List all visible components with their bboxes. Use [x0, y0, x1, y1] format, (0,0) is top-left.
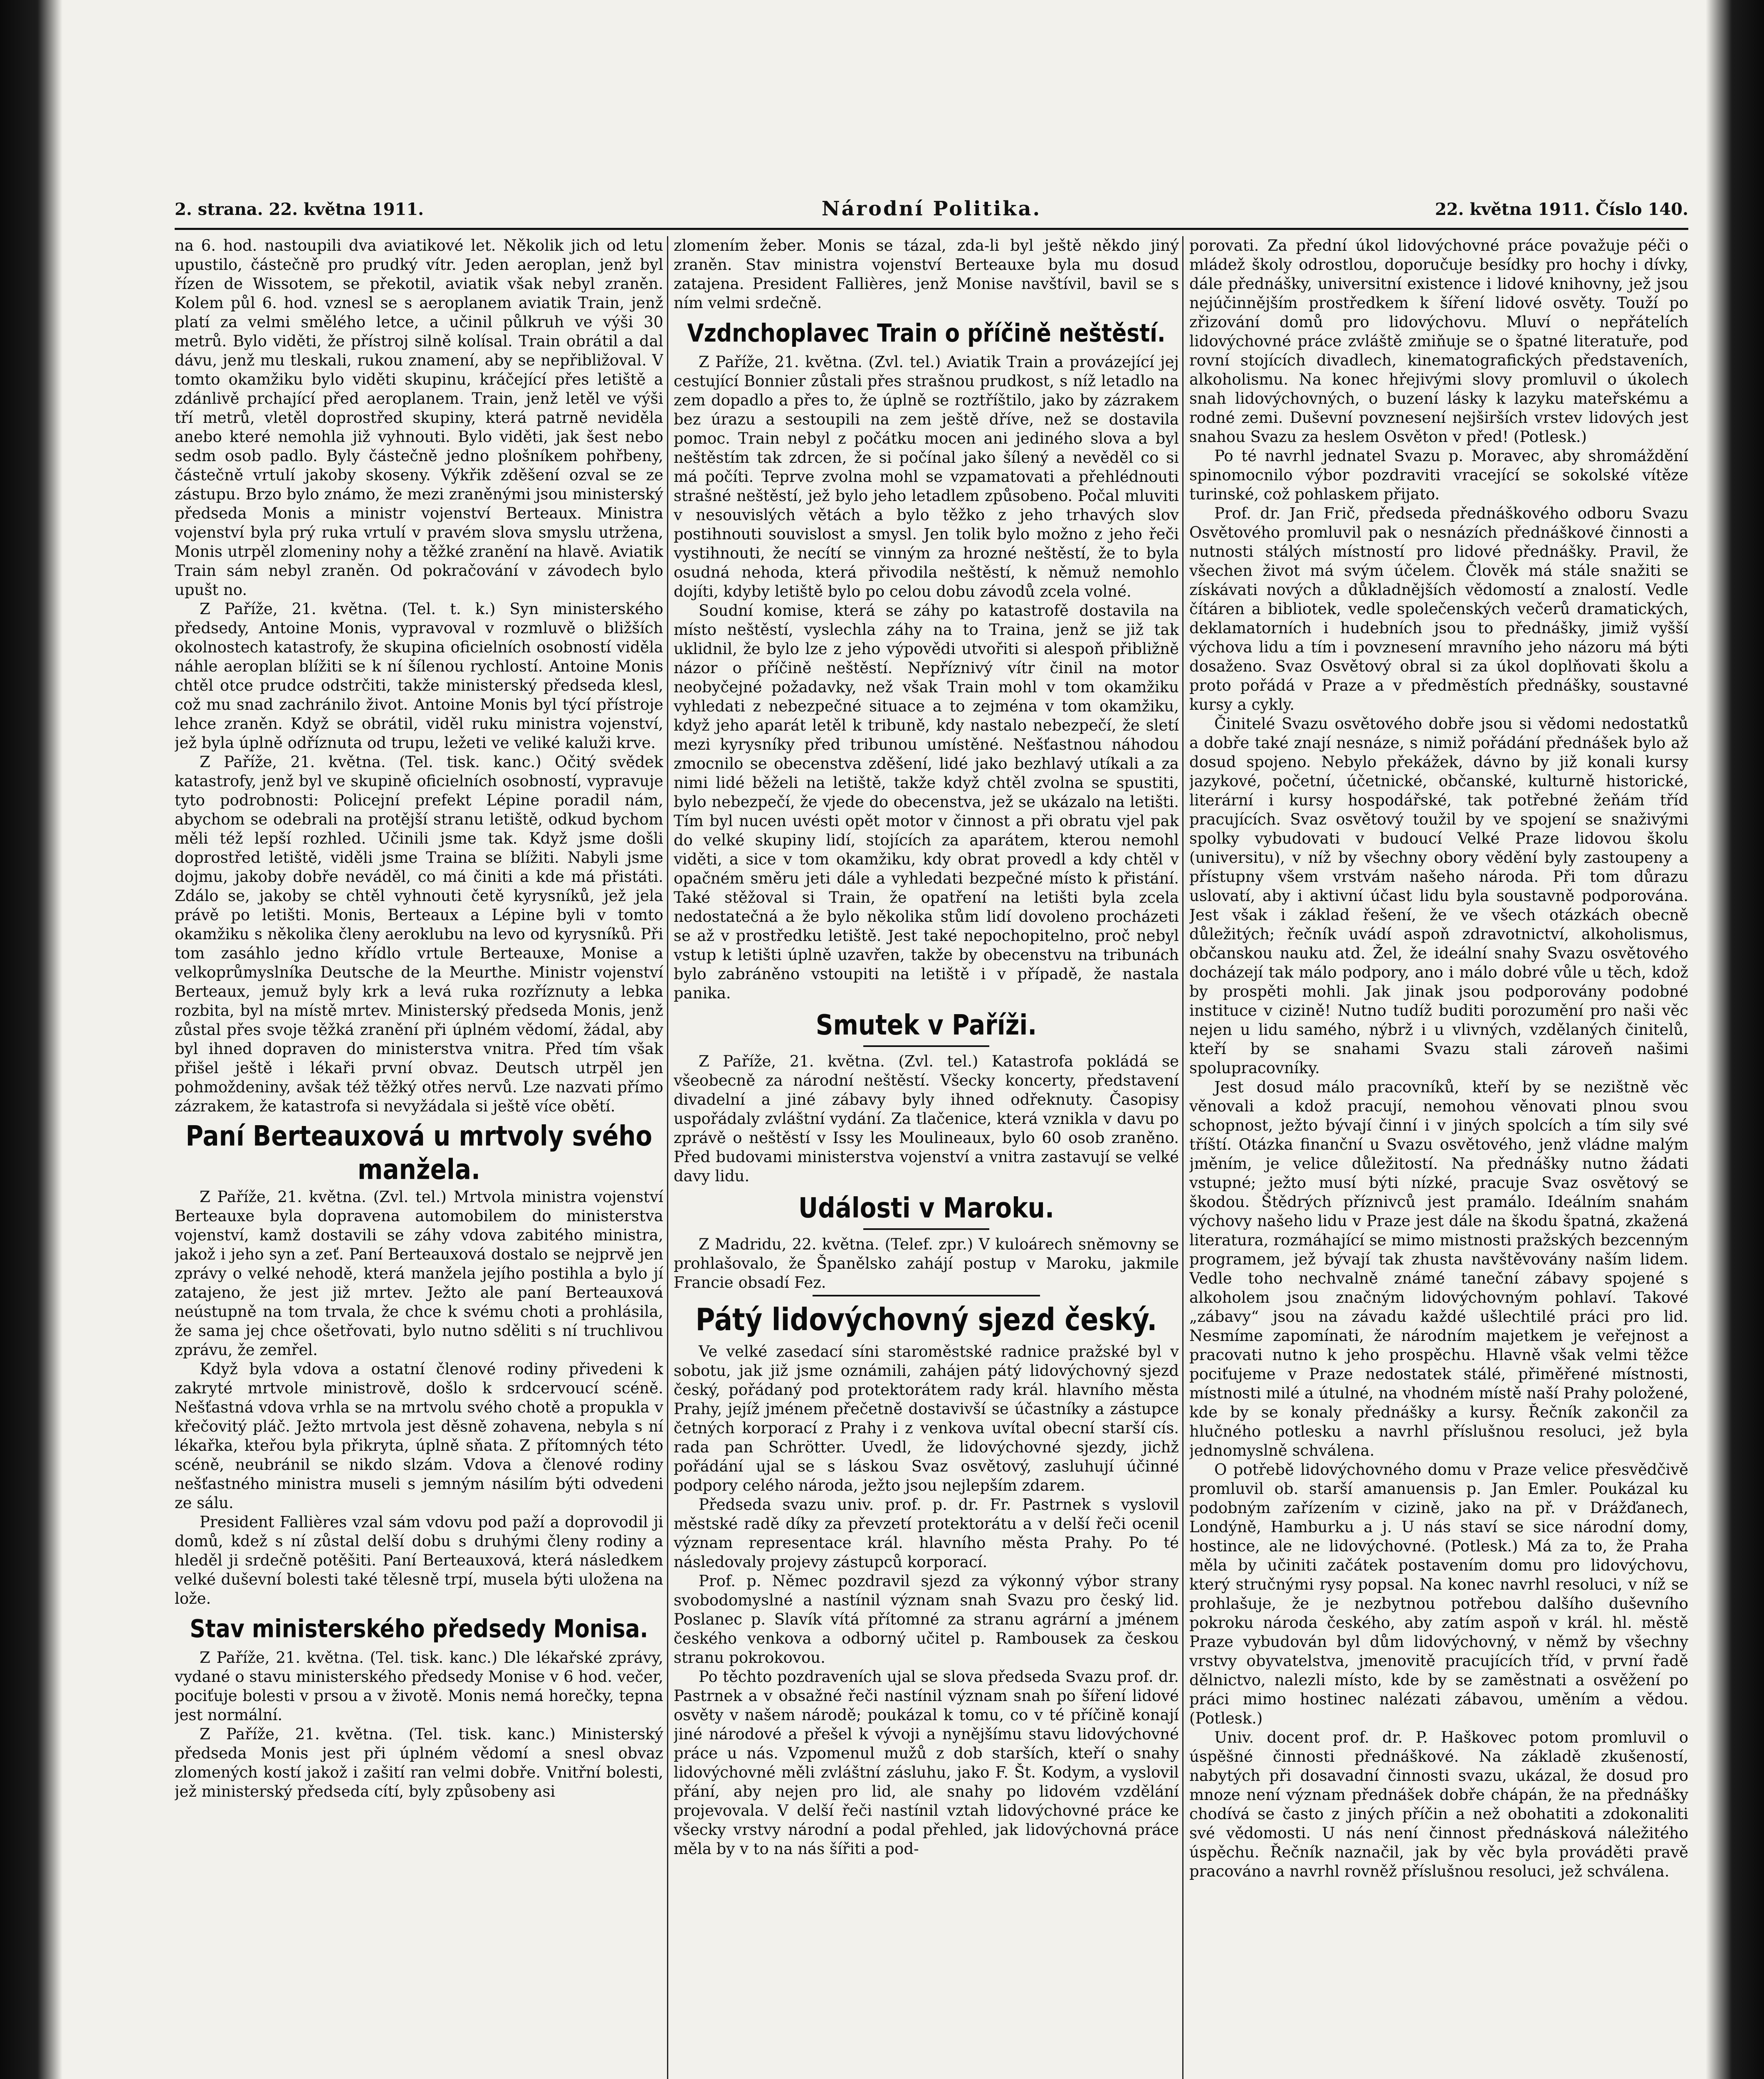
- article-paragraph: Z Paříže, 21. května. (Tel. tisk. kanc.) Dle lékařské zprávy, vydané o stavu ministerského předsedy Monise v 6 hod. večer, pociťuje bolesti v prsou a v životě. Monis nemá horečky, tepna jest normální.: [175, 1649, 663, 1724]
- article-paragraph: Prof. dr. Jan Frič, předseda přednáškového odboru Svazu Osvětového promluvil pak o nesnázích přednáškové činnosti a nutnosti stálých místností pro lidové přednášky. Pravil, že všechen život má svým účelem. Člověk má stále snažiti se získávati nových a důkladnějších vědomostí a znalostí. Vedle čítáren a bibliotek, vedle společenských večerů dramatických, deklamatorních i hudebních jsou to přednášky, jimiž vyšší výchova lidu a tím i povznesení mravního jeho názoru má býti dosaženo. Svaz Osvětový obral si za úkol doplňovati školu a proto pořádá v Praze a v předměstích přednášky, soustavné kursy a cykly.: [1189, 504, 1688, 714]
- article-paragraph: na 6. hod. nastoupili dva aviatikové let. Několik jich od letu upustilo, částečně pro prudký vítr. Jeden aeroplan, jenž byl řízen de Wissotem, se překotil, aviatik však nebyl zraněn. Kolem půl 6. hod. vznesl se s aeroplanem aviatik Train, jenž platí za velmi smělého letce, a učinil půlkruh ve výši 30 metrů. Bylo viděti, že přístroj silně kolísal. Train obrátil a dal dávu, jenž mu tleskali, rukou znamení, aby se nepřibližoval. V tomto okamžiku bylo viděti skupinu, kráčející přes letiště a zdánlivě prchající před aeroplanem. Train, jenž letěl ve výši tří metrů, vletěl doprostřed skupiny, která patrně neviděla anebo které nemohla již vyhnouti. Bylo viděti, jak šest nebo sedm osob padlo. Byly částečně jedno plošníkem pohřbeny, částečně vrtulí jakoby skoseny. Výkřik zděšení ozval se ze zástupu. Brzo bylo známo, že mezi zraněnými jsou ministerský předseda Monis a ministr vojenství Berteaux. Ministra vojenství byla prý ruka vrtulí v pravém slova smyslu utržena, Monis utrpěl zlomeniny nohy a těžké zranění na hlavě. Aviatik Train sám nebyl zraněn. Od pokračování v závodech bylo upušt no.: [175, 237, 663, 599]
- article-paragraph: Po té navrhl jednatel Svazu p. Moravec, aby shromáždění spinomocnilo výbor pozdraviti vracející se sokolské vítěze turinské, což pohlaskem přijato.: [1189, 447, 1688, 503]
- article-paragraph: Ve velké zasedací síni staroměstské radnice pražské byl v sobotu, jak již jsme oznámili, zahájen pátý lidovýchovný sjezd český, pořádaný pod protektorátem rady král. hlavního města Prahy, jejíž jménem přečetně dostavivší se účastníky a zástupce četných korporací z Prahy i z venkova uvítal obecní starší cís. rada pan Schrötter. Uvedl, že lidovýchovné sjezdy, jichž pořádání ujal se s láskou Svaz osvětový, zasluhují účinné podpory celého národa, ježto jsou nejlepším zdarem.: [674, 1343, 1179, 1494]
- header-divider: [175, 228, 1688, 230]
- article-paragraph: Z Paříže, 21. května. (Tel. tisk. kanc.) Očitý svědek katastrofy, jenž byl ve skupině oficielních osobností, vypravuje tyto podrobnosti: Policejní prefekt Lépine poradil nám, abychom se odebrali na protější stranu letiště, odkud bychom měli též lepší rozhled. Učinili jsme tak. Když jsme došli doprostřed letiště, viděli jsme Traina se blížiti. Nabyli jsme dojmu, jakoby dobře neváděl, co má činiti a kde má přistáti. Zdálo se, jakoby se chtěl vyhnouti četě kyrysníků, jež jela právě po letišti. Monis, Berteaux a Lépine byli v tomto okamžiku s několika členy aeroklubu na levo od kyrysníků. Při tom zasáhlo jedno křídlo vrtule Berteauxe, Monise a velkoprůmyslníka Deutsche de la Meurthe. Ministr vojenství Berteaux, jemuž byly krk a levá ruka rozříznuty a lebka rozbita, byl na místě mrtev. Ministerský předseda Monis, jenž zůstal přes svoje těžká zranění při úplném vědomí, žádal, aby byl ihned dopraven do ministerstva vnitra. Před tím však přišel ještě i lékaři první obvaz. Deutsch utrpěl jen pohmoždeniny, avšak též těžký otřes nervů. Lze nazvati přímo zázrakem, že katastrofa si nevyžádala si ještě více obětí.: [175, 753, 663, 1115]
- section-heading: Stav ministerského předsedy Monisa.: [190, 1615, 648, 1644]
- article-paragraph: Soudní komise, která se záhy po katastrofě dostavila na místo neštěstí, vyslechla záhy na to Traina, jenž se již tak uklidnil, že bylo lze z jeho výpovědi utvořiti si alespoň přibližně názor o příčině neštěstí. Nepříznivý vítr činil na motor neobyčejné požadavky, než však Train mohl v tom okamžiku vyhledati z nebezpečné situace a to zejména v tom okamžiku, když jeho aparát letěl k tribuně, kdy nastalo nebezpečí, že sletí mezi kyrysníky před tribunou umístěné. Nešťastnou náhodou zmocnilo se obecenstva zděšení, lidé jako bezhlavý utíkali a za nimi lidé běželi na letiště, takže když chtěl zvolna se spustiti, bylo nebezpečí, že vjede do obecenstva, jež se ukázalo na letišti. Tím byl nucen uvésti opět motor v činnost a při obratu vjel pak do velké skupiny lidí, stojících za aparátem, kterou nemohl viděti, a sice v tom okamžiku, kdy obrat provedl a kdy chtěl v opačném směru jeti dále a vyhledati bezpečné místo k přistání. Také stěžoval si Train, že opatření na letišti byla zcela nedostatečná a že bylo několika stům lidí dovoleno procházeti se až v prostředku letiště. Jest také nepochopitelno, proč nebyl vstup k letišti úplně uzavřen, takže by obecenstvu na tribunách bylo zabráněno vstoupiti na letiště i v případě, že nastala panika.: [674, 602, 1179, 1002]
- section-heading: Události v Maroku.: [798, 1191, 1054, 1225]
- article-paragraph: Jest dosud málo pracovníků, kteří by se nezištně věc věnovali a kdož pracují, nemohou věnovati plnou svou schopnost, ježto bývají činní i v jiných spolcích a tím sily své tříští. Otázka finanční u Svazu osvětového, jenž vládne malým jměním, je velice důležitostí. Na přednášky nutno žádati vstupné; ježto musí býti nízké, pracuje Svaz osvětový se škodou. Štědrých příznivců jest pramálo. Ideálním snahám výchovy našeho lidu v Praze jest dále na škodu špatná, zkažená literatura, rozmáhající se mimo mistnosti pražských bezcenným programem, jež bývají tak zhusta navštěvovány naším lidem. Vedle toho nechvalně známé taneční zábavy spojené s alkoholem jsou značným lidovýchovným pohlaví. Takové „zábavy“ jsou na závadu každé ušlechtilé práci pro lid. Nesmíme zapomínati, že národním majetkem je veřejnost a pracovati nutno k jeho prospěchu. Hlavně však velmi těžce pociťujeme v Praze nedostatek stálé, přiměřené místnosti, místnosti milé a útulné, na vhodném místě naší Prahy položené, kde by se konaly přednášky a kursy. Řečník zakončil za hlučného potlesku a navrhl příslušnou resoluci, jež byla jednomyslně schválena.: [1189, 1078, 1688, 1459]
- header-page-date: 2. strana. 22. května 1911.: [175, 200, 424, 219]
- article-paragraph: Po těchto pozdraveních ujal se slova předseda Svazu prof. dr. Pastrnek a v obsažné řeči nastínil význam snah po šíření lidové osvěty v našem národě; poukázal k tomu, co v té příčině konají jiné národové a přešel k vývoji a nynějšímu stavu lidovýchovné práce u nás. Vzpomenul mužů z dob starších, kteří o snahy lidovýchovné měli zvláštní zásluhu, jako F. Št. Kodym, a vyslovil přání, aby nejen pro lid, ale snahy po lidovém vzdělání projevovala. V delší řeči nastínil vztah lidovýchovné práce ke všecky vrstvy národní a podal přehled, jak lidovýchovná práce měla by v to na nás šířiti a pod-: [674, 1668, 1179, 1858]
- article-paragraph: Z Paříže, 21. května. (Tel. t. k.) Syn ministerského předsedy, Antoine Monis, vypravoval v rozmluvě o bližších okolnostech katastrofy, že skupina oficielních osobností viděla náhle aeroplan blížiti se k ní šílenou rychlostí. Antoine Monis chtěl otce prudce odstrčiti, takže ministerský předseda klesl, což mu snad zachránilo život. Antoine Monis byl týcí přístroje lehce zraněn. Když se obrátil, viděl ruku ministra vojenství, jež byla úplně odříznuta od trupu, ležeti ve veliké kaluži krve.: [175, 600, 663, 752]
- article-paragraph: O potřebě lidovýchovného domu v Praze velice přesvědčivě promluvil ob. starší amanuensis p. Jan Emler. Poukázal ku podobným zařízením v cizině, jako na př. v Drážďanech, Londýně, Hamburku a j. U nás staví se sice národní domy, hostince, ale ne lidovýchovné. (Potlesk.) Má za to, že Praha měla by učiniti začátek postavením domu pro lidovýchovu, který stručnými rysy popsal. Na konec navrhl resoluci, v níž se prohlašuje, že je nezbytnou potřebou dalšího duševního pokroku národa českého, aby zatím aspoň v král. hl. městě Praze vybudován byl dům lidovýchovný, v němž by všechny vrstvy obyvatelstva, jmenovitě pracujících tříd, v první řadě dělnictvo, nalezli místo, kde by se zaměstnati a osvěžení po práci mimo hostinec nalézati zábavou, uměním a vědou. (Potlesk.): [1189, 1461, 1688, 1727]
- article-paragraph: Z Paříže, 21. května. (Zvl. tel.) Mrtvola ministra vojenství Berteauxe byla dopravena automobilem do ministerstva vojenství, kamž dostavili se záhy vdova zabitého ministra, jakož i jeho syn a zeť. Paní Berteauxová dostalo se nejprvě jen zprávy o velké nehodě, která manžela jejího postihla a bylo jí zatajeno, že jest již mrtev. Ježto ale paní Berteauxová neústupně na tom trvala, že chce k svému choti a prohlásila, že sama jej chce ošetřovati, bylo nutno sděliti s ní truchlivou zprávu, že zemřel.: [175, 1188, 663, 1359]
- article-paragraph: President Fallières vzal sám vdovu pod paží a doprovodil ji domů, kdež s ní zůstal delší dobu s druhými členy rodiny a hleděl ji srdečně potěšiti. Paní Berteauxová, která následkem velké duševní bolesti také tělesně trpí, musela býti uložena na lože.: [175, 1513, 663, 1607]
- article-paragraph: Předseda svazu univ. prof. p. dr. Fr. Pastrnek s vyslovil městské radě díky za převzetí protektorátu a v delší řeči ocenil význam representace král. hlavního města Prahy. Po té následovaly projevy zástupců korporací.: [674, 1496, 1179, 1571]
- article-paragraph: Když byla vdova a ostatní členové rodiny přivedeni k zakryté mrtvole ministrově, došlo k srdcervoucí scéně. Nešťastná vdova vrhla se na mrtvolu svého chotě a propukla v křečovitý pláč. Ježto mrtvola jest děsně zohavena, nebyla s ní lékařka, kteřou byla přikryta, úplně sňata. Z přítomných této scéně, neubránil se nikdo slzám. Vdova a členové rodiny nešťastného ministra museli s jemným násilím býti odvedeni ze sálu.: [175, 1360, 663, 1512]
- section-divider: [813, 1295, 1040, 1296]
- article-paragraph: zlomením žeber. Monis se tázal, zda-li byl ještě někdo jiný zraněn. Stav ministra vojenství Berteauxe byla mu dosud zatajena. President Fallières, jenž Monise navštívil, bavil se s ním velmi srdečně.: [674, 237, 1179, 312]
- column-3: [1189, 236, 1688, 2079]
- page-header: [175, 195, 1688, 229]
- article-paragraph: Z Paříže, 21. května. (Zvl. tel.) Katastrofa pokládá se všeobecně za národní neštěstí. Všecky koncerty, představení divadelní a jiné zábavy byly ihned odřeknuty. Časopisy uspořádaly zvláštní vydání. Za tlačenice, která vznikla v davu po zprávě o neštěstí v Issy les Moulineaux, bylo 60 osob zraněno. Před budovami ministerstva vojenství a vnitra zastavují se velké davy lidu.: [674, 1052, 1179, 1185]
- article-paragraph: Činitelé Svazu osvětového dobře jsou si vědomi nedostatků a dobře také znají nesnáze, s nimiž pořádání přednášek bylo až dosud spojeno. Nebylo překážek, dávno by již konali kursy jazykové, početní, účetnické, občanské, kulturně historické, literární i kursy hospodářské, tak potřebné žeňám tříd pracujících. Svaz osvětový toužil by ve spojení se snaživými spolky vybudovati v budoucí Velké Praze lidovou školu (universitu), v níž by všechny obory vědění byly zastoupeny a přístupny všem vrstvám našeho národa. Při tom důrazu uslovatí, aby i aktivní účast lidu byla soustavně podporována. Jest však i základ řešení, že ve všech otázkách obecně důležitých; řečník uvádí aspoň zdravotnictví, alkoholismus, občanskou nauku atd. Žel, že ideální snahy Svazu osvětového docházejí tak málo podpory, ano i málo dobré vůle u těch, kdož by prospěti mohli. Jak jinak jsou podporovány podobné instituce v cizině! Nutno tudíž buditi porozumění pro naši věc nejen u lidu samého, nýbrž i u vlivných, vzdělaných činitelů, kteří by se snahami Svazu stali zároveň našimi spolupracovníky.: [1189, 715, 1688, 1077]
- section-heading: Pátý lidovýchovný sjezd český.: [695, 1302, 1157, 1338]
- heading-underline: [863, 1045, 990, 1047]
- masthead-title: Národní Politika.: [821, 197, 1042, 220]
- column-divider-1: [667, 236, 668, 2079]
- scan-edge-right: [1706, 0, 1764, 2079]
- scan-edge-left: [0, 0, 62, 2079]
- article-paragraph: Prof. p. Němec pozdravil sjezd za výkonný výbor strany svobodomyslné a nastínil význam snah Svazu pro český lid. Poslanec p. Slavík vítá přítomné za stranu agrární a jménem českého venkova a odborný učitel p. Rambousek za českou stranu pokrokovou.: [674, 1572, 1179, 1667]
- article-paragraph: Z Madridu, 22. května. (Telef. zpr.) V kuloárech sněmovny se prohlašovalo, že Španělsko zahájí postup v Maroku, jakmile Francie obsadí Fez.: [674, 1235, 1179, 1291]
- header-issue-number: 22. května 1911. Číslo 140.: [1435, 200, 1688, 219]
- column-divider-2: [1182, 236, 1183, 2079]
- column-2: [674, 236, 1179, 2079]
- article-paragraph: Z Paříže, 21. května. (Zvl. tel.) Aviatik Train a provázející jej cestující Bonnier zůstali přes strašnou prudkost, s níž letadlo na zem dopadlo a přes to, že úplně se roztříštilo, jako by zázrakem bez úrazu a sestoupili na zem ještě dříve, než se dostavila pomoc. Train nebyl z počátku mocen ani jediného slova a byl neštěstím tak zdrcen, že si počínal jako šílený a nevěděl co si má počíti. Teprve zvolna mohl se vzpamatovati a přehlédnouti strašné neštěstí, jež bylo jeho letadlem způsobeno. Počal mluviti v nesouvislých větách a bylo těžko z jeho trhavých slov postihnouti souvislost a smysl. Jen tolik bylo možno z jeho řeči vystihnouti, že necítí se vinným za hrozné neštěstí, že to byla osudná nehoda, která přivodila neštěstí, k němuž nemohlo dojíti, kdyby letiště bylo po celou dobu závodů zcela volné.: [674, 353, 1179, 600]
- heading-underline: [863, 1228, 990, 1230]
- column-1: [175, 236, 663, 2079]
- article-paragraph: Univ. docent prof. dr. P. Haškovec potom promluvil o úspěšné činnosti přednáškové. Na základě zkušeností, nabytých při dosavadní činnosti svazu, ukázal, že dosud pro mnoze není význam přednášek dobře chápán, že na přednášky chodívá se často z jiných příčin a než obohatiti a zdokonaliti své vědomosti. U nás není činnost přednásková náležitého úspěchu. Řečník naznačil, jak by věc byla prováděti pravě pracováno a navrhl rovněž příslušnou resoluci, jež schválena.: [1189, 1728, 1688, 1880]
- section-heading: Paní Berteauxová u mrtvoly svého manžela.: [185, 1119, 652, 1186]
- section-heading: Vzdnchoplavec Train o příčině neštěstí.: [687, 319, 1166, 348]
- article-paragraph: porovati. Za přední úkol lidovýchovné práce považuje péči o mládež školy odrostlou, doporučuje besídky pro hochy i dívky, dále přednášky, universitní existence i lidové knihovny, jež jsou nejúčinnějším prostředkem k šíření lidové osvěty. Touží po zřizování domů pro lidovýchovu. Mluví o nepřátelích lidovýchovné práce zvláště zmiňuje se o špatné literatuře, pod rovní stojících divadlech, kinematografických představeních, alkoholismu. Na konec hřejivými slovy promluvil o úkolech snah lidovýchovných, o buzení lásky k lazyku mateřskému a rodné zemi. Duševní povznesení nejširších vrstev lidových jest snahou Svazu za heslem Osvěton v před! (Potlesk.): [1189, 237, 1688, 446]
- section-heading: Smutek v Paříži.: [815, 1008, 1037, 1042]
- article-paragraph: Z Paříže, 21. května. (Tel. tisk. kanc.) Ministerský předseda Monis jest při úplném vědomí a snesl obvaz zlomených kostí jakož i zašití ran velmi dobře. Vnitřní bolesti, jež ministerský předseda cítí, byly způsobeny asi: [175, 1725, 663, 1800]
